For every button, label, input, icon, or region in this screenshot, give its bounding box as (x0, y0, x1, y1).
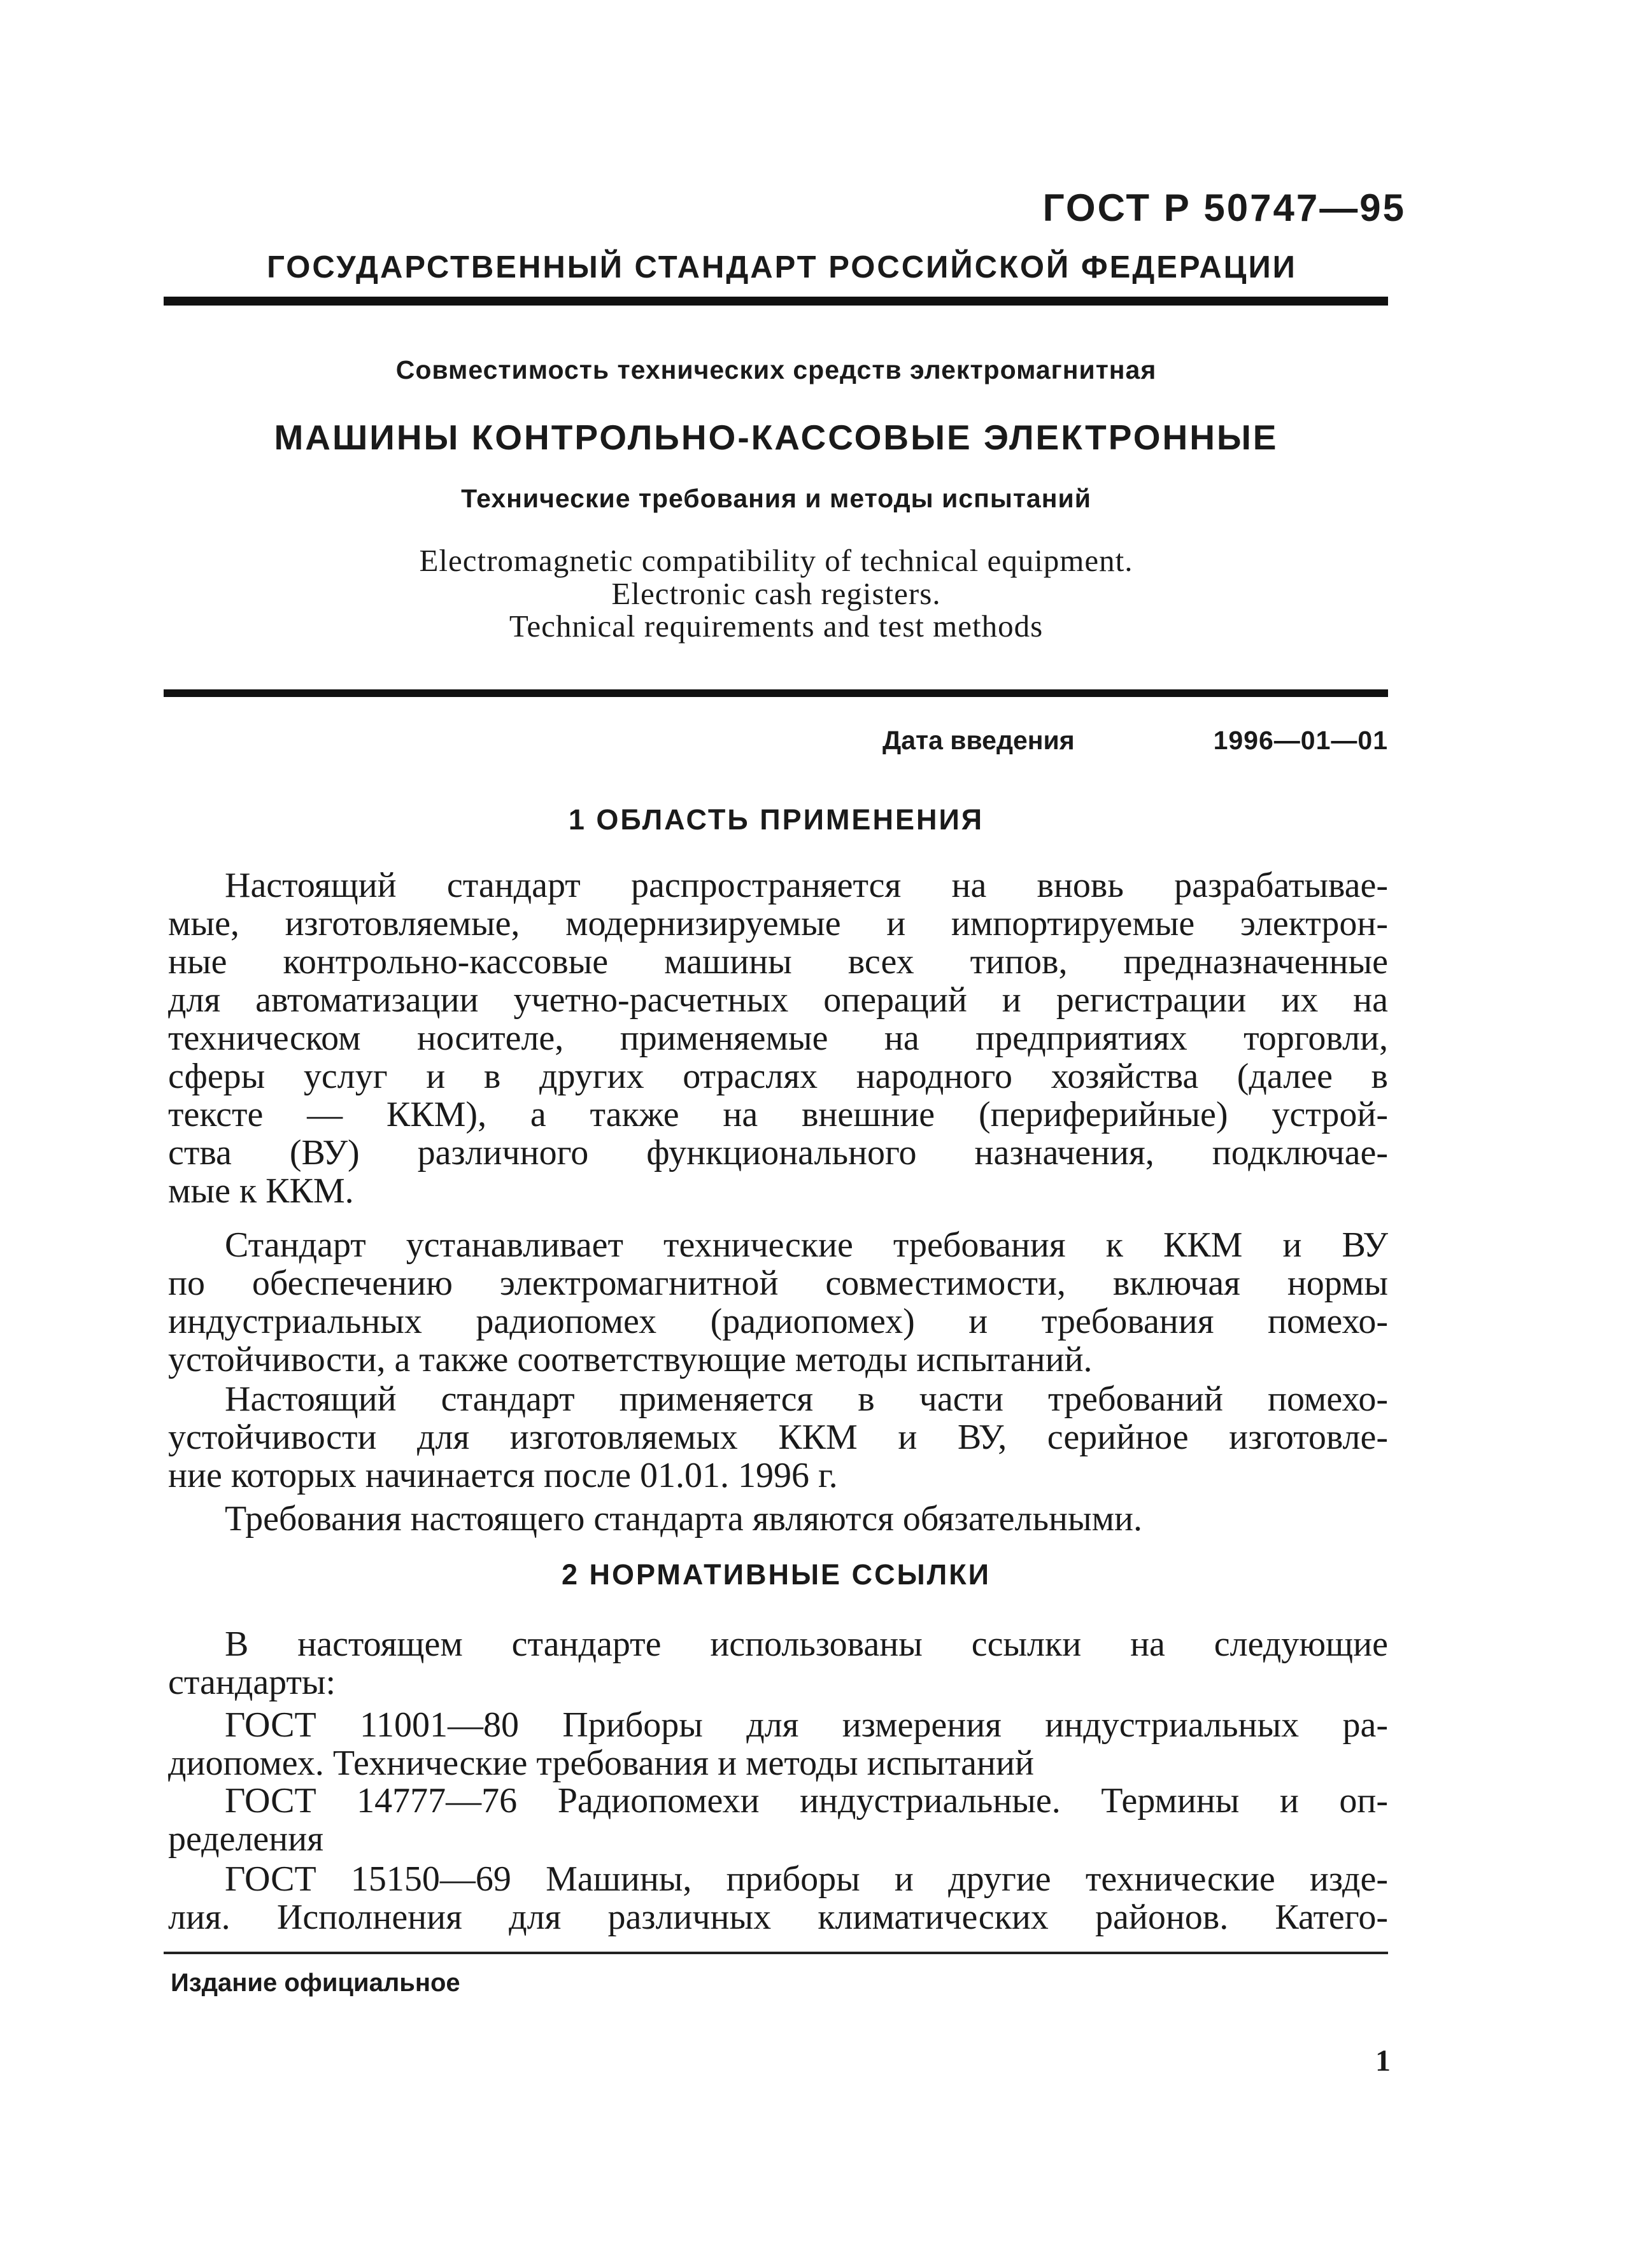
standard-subtitle-1: Совместимость технических средств электромагнитная (395, 355, 1157, 384)
text-line: ства (ВУ) различного функционального назначения, подключае- (168, 1134, 1388, 1172)
text-line: Стандарт устанавливает технические требования к ККМ и ВУ (225, 1226, 1388, 1264)
text-line: Настоящий стандарт распространяется на вновь разрабатывае- (225, 866, 1388, 905)
english-title-line: Electronic cash registers. (611, 576, 941, 611)
state-standard-heading: ГОСУДАРСТВЕННЫЙ СТАНДАРТ РОССИЙСКОЙ ФЕДЕРАЦИИ (267, 250, 1297, 285)
text-line: техническом носителе, применяемые на предприятиях торговли, (168, 1019, 1388, 1057)
edition-note: Издание официальное (171, 1969, 460, 1997)
text-line: ние которых начинается после 01.01. 1996 г. (168, 1456, 838, 1495)
reference-item (168, 1782, 1388, 1858)
text-line: ные контрольно-кассовые машины всех типов, предназначенные (168, 943, 1388, 981)
text-line: В настоящем стандарте использованы ссылки на следующие (225, 1625, 1388, 1663)
text-line: лия. Исполнения для различных климатических районов. Катего- (168, 1898, 1388, 1936)
text-line: стандарты: (168, 1663, 336, 1701)
paragraph-scope (168, 866, 1388, 1210)
section-2-title: 2 НОРМАТИВНЫЕ ССЫЛКИ (561, 1558, 991, 1591)
text-line: диопомех. Технические требования и методы испытаний (168, 1744, 1034, 1782)
standard-main-title: МАШИНЫ КОНТРОЛЬНО-КАССОВЫЕ ЭЛЕКТРОННЫЕ (274, 418, 1279, 457)
text-line: Требования настоящего стандарта являются обязательными. (225, 1500, 1143, 1538)
gost-code: ГОСТ Р 50747—95 (1042, 187, 1406, 229)
text-line: по обеспечению электромагнитной совместимости, включая нормы (168, 1264, 1388, 1302)
page-number: 1 (1375, 2044, 1391, 2078)
english-title-line: Technical requirements and test methods (509, 609, 1044, 644)
reference-item (168, 1860, 1388, 1936)
text-line: для автоматизации учетно-расчетных операций и регистрации их на (168, 981, 1388, 1019)
text-line: Настоящий стандарт применяется в части требований помехо- (225, 1380, 1388, 1418)
references-intro (168, 1625, 1388, 1701)
paragraph-mandatory (168, 1500, 1388, 1538)
text-line: ГОСТ 15150—69 Машины, приборы и другие технические изде- (225, 1860, 1388, 1898)
date-label: Дата введения (882, 726, 1075, 755)
paragraph-applicability (168, 1380, 1388, 1495)
reference-item (168, 1706, 1388, 1782)
section-1-title: 1 ОБЛАСТЬ ПРИМЕНЕНИЯ (568, 803, 984, 836)
english-title-line: Electromagnetic compatibility of technical equipment. (419, 543, 1133, 578)
text-line: устойчивости, а также соответствующие методы испытаний. (168, 1341, 1093, 1379)
paragraph-purpose (168, 1226, 1388, 1379)
text-line: мые к ККМ. (168, 1172, 354, 1210)
standard-subtitle-2: Технические требования и методы испытаний (461, 484, 1091, 513)
text-line: устойчивости для изготовляемых ККМ и ВУ, серийное изготовле- (168, 1418, 1388, 1456)
date-value: 1996—01—01 (1213, 726, 1388, 755)
text-line: ГОСТ 11001—80 Приборы для измерения индустриальных ра- (225, 1706, 1388, 1744)
footer-rule (164, 1952, 1388, 1954)
text-line: ределения (168, 1820, 323, 1858)
text-line: ГОСТ 14777—76 Радиопомехи индустриальные. Термины и оп- (225, 1782, 1388, 1820)
text-line: индустриальных радиопомех (радиопомех) и требования помехо- (168, 1302, 1388, 1341)
text-line: мые, изготовляемые, модернизируемые и импортируемые электрон- (168, 905, 1388, 943)
title-rule (164, 689, 1388, 697)
text-line: тексте — ККМ), а также на внешние (периферийные) устрой- (168, 1095, 1388, 1134)
header-rule (164, 297, 1388, 306)
text-line: сферы услуг и в других отраслях народного хозяйства (далее в (168, 1057, 1388, 1095)
